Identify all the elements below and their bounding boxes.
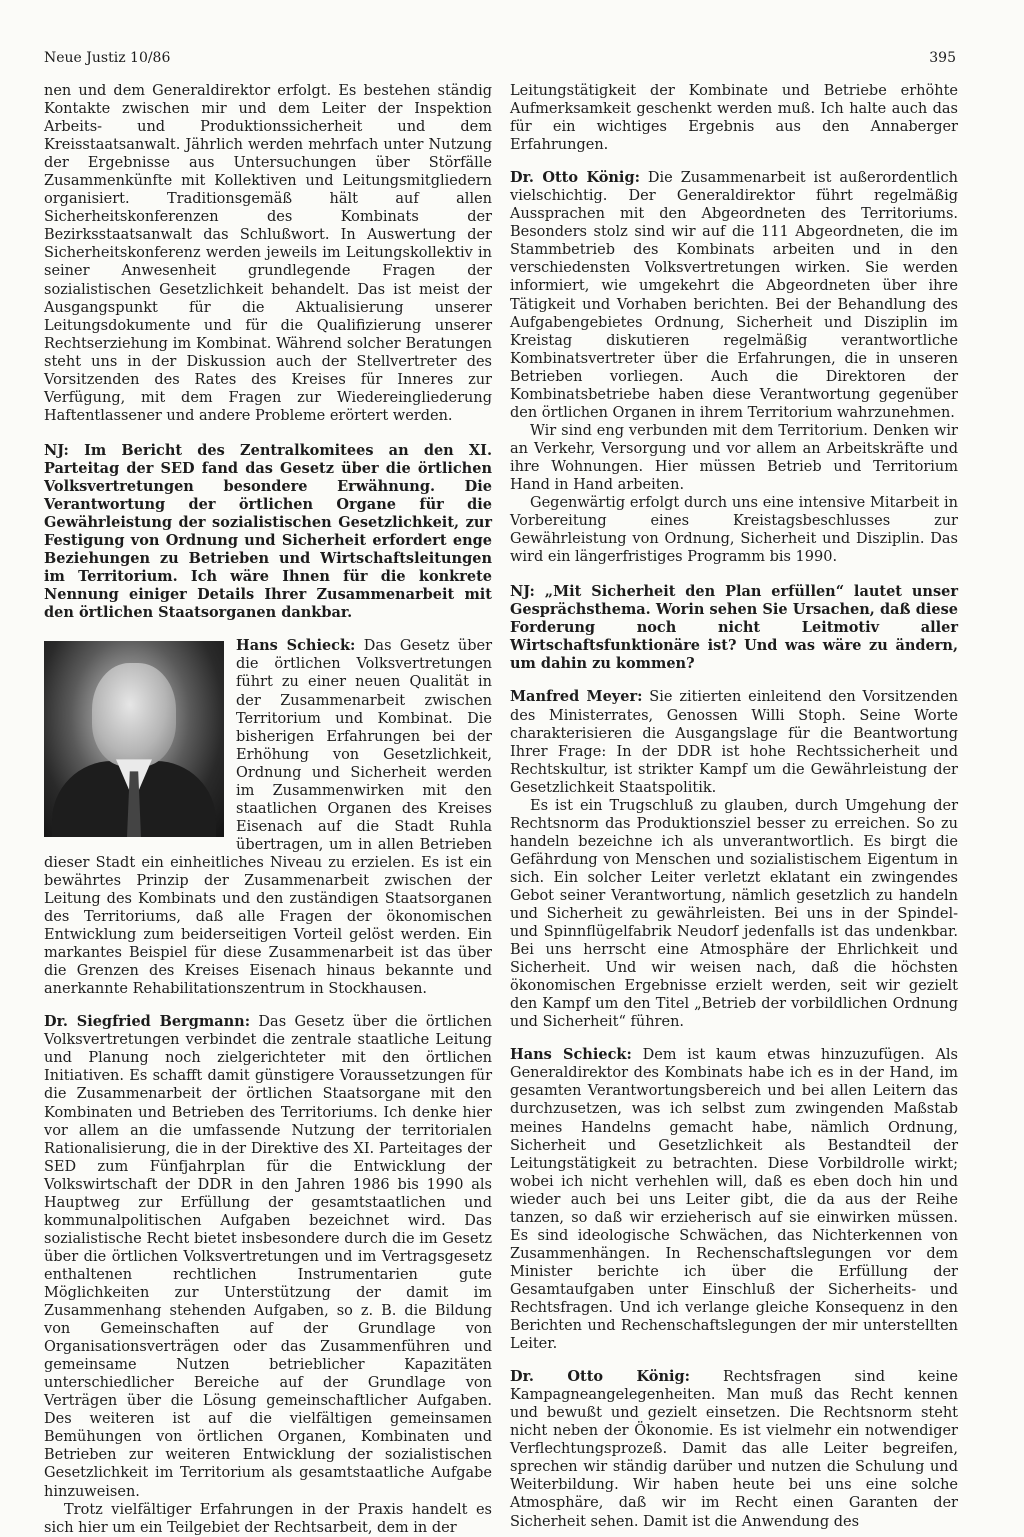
answer-text: Das Gesetz über die örtlichen Volksvertretungen führt zu einer neuen Qualität in der Zusammenarbeit zwischen Territorium und Kombinat. Die bisherigen Erfahrungen bei der Erhöhung von Gesetzlichkeit, Ordnung und Sicherheit werden im Zusammenwirken mit den staatlichen Organen des Kreises Eisenach auf die Stadt Ruhla übertragen, um in allen Betrieben dieser Stadt ein einheitliches Niveau zu erzielen. Es ist ein bewährtes Prinzip der Zusammenarbeit zwischen der Leitung des Kombinats und den zuständigen Staatsorganen des Territoriums, daß alle Fragen der ökonomischen Entwicklung zum beiderseitigen Vorteil gelöst werden. Ein markantes Beispiel für diese Zusammenarbeit ist das über die Grenzen des Kreises Eisenach hinaus bekannte und anerkannte Rehabilitationszentrum in Stockhausen. (44, 638, 493, 998)
page-number: 395 (929, 50, 956, 66)
paragraph: Es ist ein Trugschluß zu glauben, durch Umgehung der Rechtsnorm das Produktionsziel besser zu erreichen. So zu handeln bezeichne ich als unverantwortlich. Es birgt die Gefährdung von Menschen und sozialistischem Eigentum in sich. Ein solcher Leiter verletzt eklatant ein zwingendes Gebot seiner Verantwortung, nämlich gesetzlich zu handeln und Sicherheit zu gewährleisten. Bei uns in der Spindel- und Spinnflügelfabrik Neudorf jedenfalls ist das undenkbar. Bei uns herrscht eine Atmosphäre der Ehrlichkeit und Sicherheit. Und wir weisen nach, daß die höchsten ökonomischen Ergebnisse erzielt werden, seit wir gezielt den Kampf um den Titel „Betrieb der vorbildlichen Ordnung und Sicherheit“ führen. (510, 797, 958, 1031)
speaker-name: Manfred Meyer: (510, 688, 643, 706)
speaker-name: Dr. Otto König: (510, 169, 640, 187)
answer-paragraph (44, 637, 492, 998)
speaker-name: Hans Schieck: (236, 637, 356, 655)
journal-title: Neue Justiz 10/86 (44, 50, 171, 66)
speaker-name: Hans Schieck: (510, 1046, 632, 1064)
interview-question: NJ: „Mit Sicherheit den Plan erfüllen“ lautet unser Gesprächsthema. Worin sehen Sie Ursachen, daß diese Forderung noch nicht Leitmotiv aller Wirtschaftsfunktionäre ist? Und was wäre zu ändern, um dahin zu kommen? (510, 583, 958, 673)
speaker-name: Dr. Otto König: (510, 1368, 690, 1386)
answer-text: Sie zitierten einleitend den Vorsitzenden des Ministerrates, Genossen Willi Stoph. Seine Worte charakterisieren die Ausgangslage für die Beantwortung Ihrer Frage: In der DDR ist hohe Rechtssicherheit und Rechtskultur, ist strikter Kampf um die Gewährleistung der Gesetzlichkeit Staatspolitik. (510, 689, 958, 796)
answer-text: Das Gesetz über die örtlichen Volksvertretungen verbindet die zentrale staatliche Leitung und Planung noch zielgerichteter mit den örtlichen Initiativen. Es schafft damit günstigere Voraussetzungen für die Zusammenarbeit der örtlichen Staatsorgane mit den Kombinaten und Betrieben des Territoriums. Ich denke hier vor allem an die umfassende Nutzung der territorialen Rationalisierung, die in der Direktive des XI. Parteitages der SED zum Fünfjahrplan für die Entwicklung der Volkswirtschaft der DDR in den Jahren 1986 bis 1990 als Hauptweg zur Erfüllung der gesamtstaatlichen und kommunalpolitischen Aufgaben bezeichnet wird. Das sozialistische Recht bietet insbesondere durch die im Gesetz über die örtlichen Volksvertretungen und im Vertragsgesetz enthaltenen rechtlichen Instrumentarien gute Möglichkeiten zur Unterstützung der damit im Zusammenhang stehenden Aufgaben, so z. B. die Bildung von Gemeinschaften auf der Grundlage von Organisationsverträgen oder das Zusammenführen und gemeinsame Nutzen betrieblicher Kapazitäten unterschiedlicher Bereiche auf der Grundlage von Verträgen über die Lösung gemeinschaftlicher Aufgaben. Des weiteren ist auf die vielfältigen gemeinsamen Bemühungen von örtlichen Organen, Kombinaten und Betrieben zur weiteren Entwicklung der sozialistischen Gesetzlichkeit im Territorium als gesamtstaatliche Aufgabe hinzuweisen. (44, 1014, 492, 1500)
answer-paragraph (510, 1046, 958, 1353)
paragraph: nen und dem Generaldirektor erfolgt. Es bestehen ständig Kontakte zwischen mir und dem Leiter der Inspektion Arbeits- und Produktionssicherheit und dem Kreisstaatsanwalt. Jährlich werden mehrfach unter Nutzung der Ergebnisse aus Untersuchungen über Störfälle Zusammenkünfte mit Kollektiven und Leitungsmitgliedern organisiert. Traditionsgemäß hält auf allen Sicherheitskonferenzen des Kombinats der Bezirksstaatsanwalt das Schlußwort. In Auswertung der Sicherheitskonferenz werden jeweils im Leitungskollektiv in seiner Anwesenheit grundlegende Fragen der sozialistischen Gesetzlichkeit behandelt. Das ist meist der Ausgangspunkt für die Aktualisierung unserer Leitungsdokumente und für die Qualifizierung unserer Rechtserziehung im Kombinat. Während solcher Beratungen steht uns in der Diskussion auch der Stellvertreter des Vorsitzenden des Rates des Kreises für Inneres zur Verfügung, mit dem Fragen zur Wiedereingliederung Haftentlassener und andere Probleme erörtert werden. (44, 83, 492, 424)
speaker-name: Dr. Siegfried Bergmann: (44, 1013, 251, 1031)
answer-text: Dem ist kaum etwas hinzuzufügen. Als Generaldirektor des Kombinats habe ich es in der Hand, im gesamten Verantwortungsbereich und bei allen Leitern das durchzusetzen, was ich selbst zum zwingenden Maßstab meines Handelns gemacht habe, nämlich Ordnung, Sicherheit und Gesetzlichkeit als Bestandteil der Leitungstätigkeit zu betrachten. Diese Vorbildrolle wirkt; wobei ich nicht verhehlen will, daß es eben doch hin und wieder auch bei uns Leiter gibt, die da aus der Reihe tanzen, so daß wir erzieherisch auf sie einwirken müssen. Es sind ideologische Schwächen, das Nichterkennen von Zusammenhängen. In Rechenschaftslegungen vor dem Minister berichte ich über die Erfüllung der Gesamtaufgaben unter Einschluß der Sicherheits- und Rechtsfragen. Und ich verlange gleiche Konsequenz in den Berichten und Rechenschaftslegungen der mir unterstellten Leiter. (510, 1047, 959, 1353)
answer-paragraph (44, 1013, 492, 1500)
answer-text: Die Zusammenarbeit ist außerordentlich vielschichtig. Der Generaldirektor führt regelmäßig Aussprachen mit den Abgeordneten des Territoriums. Besonders stolz sind wir auf die 111 Abgeordneten, die im Stammbetrieb des Kombinats arbeiten und in den verschiedensten Volksvertretungen wirken. Sie werden informiert, wie umgekehrt die Abgeordneten über ihre Tätigkeit und Vorhaben berichten. Bei der Behandlung des Aufgabengebietes Ordnung, Sicherheit und Disziplin im Kreistag diskutieren regelmäßig verantwortliche Kombinatsvertreter über die Erfahrungen, die in unseren Betrieben vorliegen. Auch die Direktoren der Kombinatsbetriebe haben diese Verantwortung gegenüber den örtlichen Organen in ihrem Territorium wahrzunehmen. (510, 170, 958, 421)
answer-text: Rechtsfragen sind keine Kampagneangelegenheiten. Man muß das Recht kennen und bewußt und gezielt einsetzen. Die Rechtsnorm steht nicht neben der Ökonomie. Es ist vielmehr ein notwendiger Verflechtungsprozeß. Damit das alle Leiter begreifen, sprechen wir ständig darüber und nutzen die Schulung und Weiterbildung. Wir haben heute bei uns eine solche Atmosphäre, daß wir im Recht einen Garanten der Sicherheit sehen. Damit ist die Anwendung des (510, 1369, 958, 1530)
answer-paragraph (510, 1368, 958, 1530)
paragraph: Gegenwärtig erfolgt durch uns eine intensive Mitarbeit in Vorbereitung eines Kreistagsbeschlusses zur Gewährleistung von Ordnung, Sicherheit und Disziplin. Das wird ein längerfristiges Programm bis 1990. (510, 495, 958, 566)
page-header (44, 50, 956, 70)
left-column (44, 82, 492, 1537)
paragraph: Wir sind eng verbunden mit dem Territorium. Denken wir an Verkehr, Versorgung und vor allem an Arbeitskräfte und ihre Wohnungen. Hier müssen Betrieb und Territorium Hand in Hand arbeiten. (510, 422, 958, 493)
right-column (510, 82, 958, 1531)
answer-paragraph (510, 688, 958, 796)
paragraph: Leitungstätigkeit der Kombinate und Betriebe erhöhte Aufmerksamkeit geschenkt werden muß. Ich halte auch das für ein wichtiges Ergebnis aus den Annaberger Erfahrungen. (510, 83, 958, 154)
portrait-photo (44, 641, 224, 837)
answer-paragraph (510, 169, 958, 422)
paragraph: Trotz vielfältiger Erfahrungen in der Praxis handelt es sich hier um ein Teilgebiet der Rechtsarbeit, dem in der (44, 1501, 492, 1536)
interview-question: NJ: Im Bericht des Zentralkomitees an den XI. Parteitag der SED fand das Gesetz über die örtlichen Volksvertretungen besondere Erwähnung. Die Verantwortung der örtlichen Organe für die Gewährleistung der sozialistischen Gesetzlichkeit, zur Festigung von Ordnung und Sicherheit erfordert enge Beziehungen zu Betrieben und Wirtschaftsleitungen im Territorium. Ich wäre Ihnen für die konkrete Nennung einiger Details Ihrer Zusammenarbeit mit den örtlichen Staatsorganen dankbar. (44, 441, 492, 622)
